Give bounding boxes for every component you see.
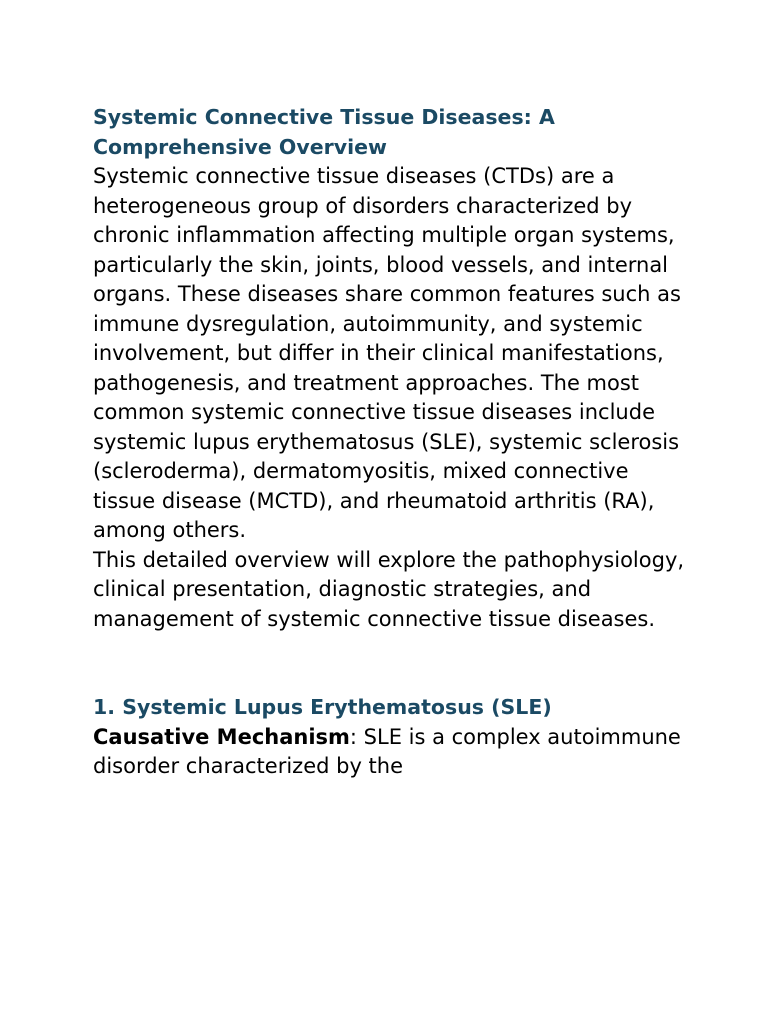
intro-paragraph: Systemic connective tissue diseases (CTDs) are a heterogeneous group of disorders characterized by chronic inflammation affecting multiple organ systems, particularly the skin, joints, blood vessels, and internal organs. These diseases share common features such as immune dysregulation, autoimmunity, and systemic involvement, but differ in their clinical manifestations, pathogenesis, and treatment approaches. The most common systemic connective tissue diseases include systemic lupus erythematosus (SLE), systemic sclerosis (scleroderma), dermatomyositis, mixed connective tissue disease (MCTD), and rheumatoid arthritis (RA), among others.	[93, 164, 681, 542]
sle-causative-mechanism-paragraph	[93, 723, 688, 782]
document-title: Systemic Connective Tissue Diseases: A Comprehensive Overview	[93, 105, 555, 159]
section-heading-sle: 1. Systemic Lupus Erythematosus (SLE)	[93, 695, 552, 719]
causative-mechanism-text: : SLE is a complex autoimmune disorder characterized by the	[93, 724, 681, 778]
overview-paragraph: This detailed overview will explore the pathophysiology, clinical presentation, diagnostic strategies, and management of systemic connective tissue diseases.	[93, 547, 685, 631]
causative-mechanism-label: Causative Mechanism	[93, 724, 350, 749]
